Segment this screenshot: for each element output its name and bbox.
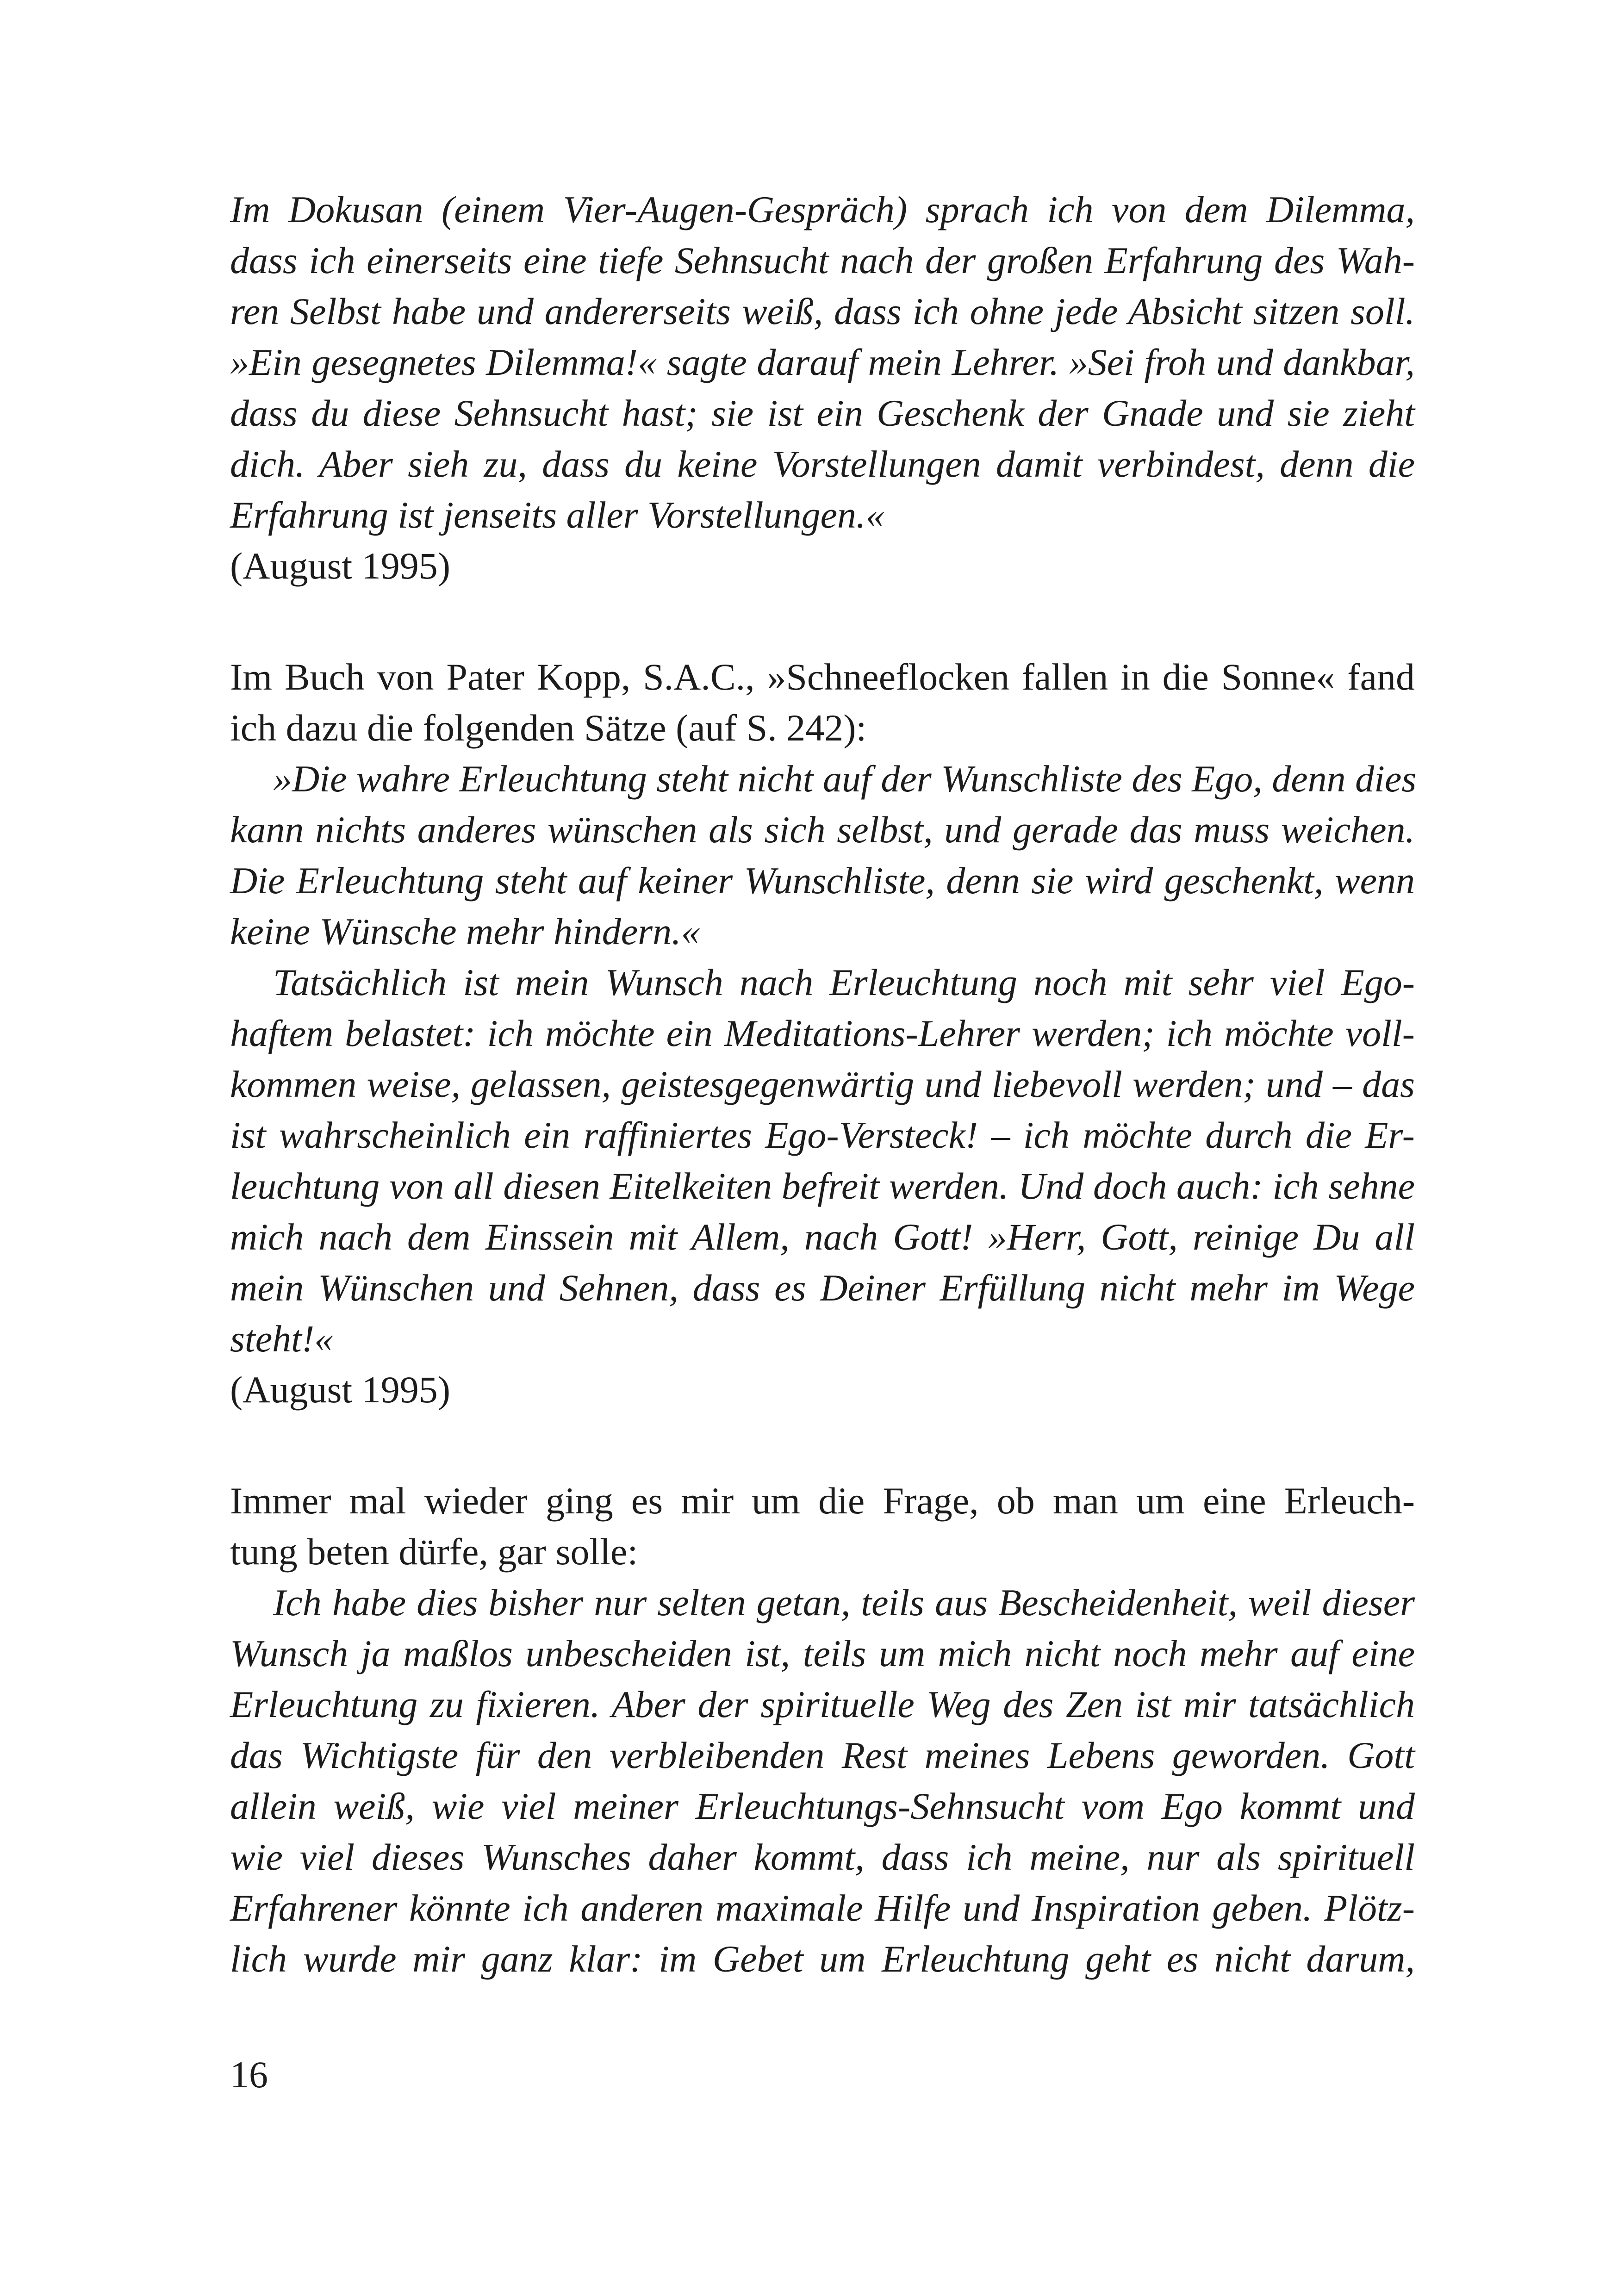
text-line: dass du diese Sehnsucht hast; sie ist ein Geschenk der Gnade und sie zieht <box>230 392 1415 434</box>
text-line: wie viel dieses Wunsches daher kommt, dass ich meine, nur als spirituell <box>230 1836 1415 1878</box>
quote-line: kann nichts anderes wünschen als sich selbst, und gerade das muss weichen. <box>230 809 1415 851</box>
quote-line: keine Wünsche mehr hindern.« <box>230 910 700 952</box>
text-line: Im Dokusan (einem Vier-Augen-Gespräch) sprach ich von dem Dilemma, <box>230 188 1415 230</box>
text-line: steht!« <box>230 1318 334 1360</box>
text-line: ist wahrscheinlich ein raffiniertes Ego-Versteck! – ich möchte durch die Er- <box>230 1114 1415 1156</box>
text-line: mich nach dem Einssein mit Allem, nach Gott! »Herr, Gott, reinige Du all <box>230 1216 1415 1258</box>
text-line: kommen weise, gelassen, geistesgegenwärtig und liebevoll werden; und – das <box>230 1063 1415 1105</box>
text-line: Tatsächlich ist mein Wunsch nach Erleuchtung noch mit sehr viel Ego- <box>273 961 1415 1003</box>
text-line: allein weiß, wie viel meiner Erleuchtungs-Sehnsucht vom Ego kommt und <box>230 1785 1415 1827</box>
text-line: Im Buch von Pater Kopp, S.A.C., »Schneeflocken fallen in die Sonne« fand <box>230 656 1415 698</box>
text-line: Wunsch ja maßlos unbescheiden ist, teils um mich nicht noch mehr auf eine <box>230 1632 1415 1674</box>
text-line: Erfahrung ist jenseits aller Vorstellungen.« <box>230 494 885 536</box>
entry-dokusan <box>230 184 1415 591</box>
page-number: 16 <box>230 2053 268 2096</box>
entry-date: (August 1995) <box>230 545 451 587</box>
text-line: mein Wünschen und Sehnen, dass es Deiner Erfüllung nicht mehr im Wege <box>230 1267 1415 1309</box>
text-line: dass ich einerseits eine tiefe Sehnsucht nach der großen Erfahrung des Wah- <box>230 239 1415 281</box>
text-line: lich wurde mir ganz klar: im Gebet um Erleuchtung geht es nicht darum, <box>230 1938 1415 1980</box>
text-line: Erfahrener könnte ich anderen maximale Hilfe und Inspiration geben. Plötz- <box>230 1887 1415 1929</box>
text-line: Erleuchtung zu fixieren. Aber der spirituelle Weg des Zen ist mir tatsächlich <box>230 1683 1415 1725</box>
text-line: ich dazu die folgenden Sätze (auf S. 242): <box>230 707 867 749</box>
text-line: tung beten dürfe, gar solle: <box>230 1531 638 1573</box>
text-line: dich. Aber sieh zu, dass du keine Vorstellungen damit verbindest, denn die <box>230 443 1415 485</box>
text-line: Ich habe dies bisher nur selten getan, teils aus Bescheidenheit, weil dieser <box>273 1581 1415 1624</box>
text-line: leuchtung von all diesen Eitelkeiten befreit werden. Und doch auch: ich sehne <box>230 1165 1415 1207</box>
text-line: haftem belastet: ich möchte ein Meditations-Lehrer werden; ich möchte voll- <box>230 1012 1415 1054</box>
quote-line: Die Erleuchtung steht auf keiner Wunschliste, denn sie wird geschenkt, wenn <box>230 859 1415 902</box>
text-line: das Wichtigste für den verbleibenden Rest meines Lebens geworden. Gott <box>230 1734 1415 1776</box>
entry-prayer-question <box>230 1475 1415 1985</box>
text-line: Immer mal wieder ging es mir um die Frage, ob man um eine Erleuch- <box>230 1480 1415 1522</box>
quote-line: »Die wahre Erleuchtung steht nicht auf der Wunschliste des Ego, denn dies <box>273 758 1417 800</box>
text-line: »Ein gesegnetes Dilemma!« sagte darauf mein Lehrer. »Sei froh und dankbar, <box>230 341 1415 383</box>
text-line: ren Selbst habe und andererseits weiß, dass ich ohne jede Absicht sitzen soll. <box>230 290 1415 332</box>
entry-date: (August 1995) <box>230 1369 451 1411</box>
entry-kopp-quote <box>230 652 1415 1415</box>
